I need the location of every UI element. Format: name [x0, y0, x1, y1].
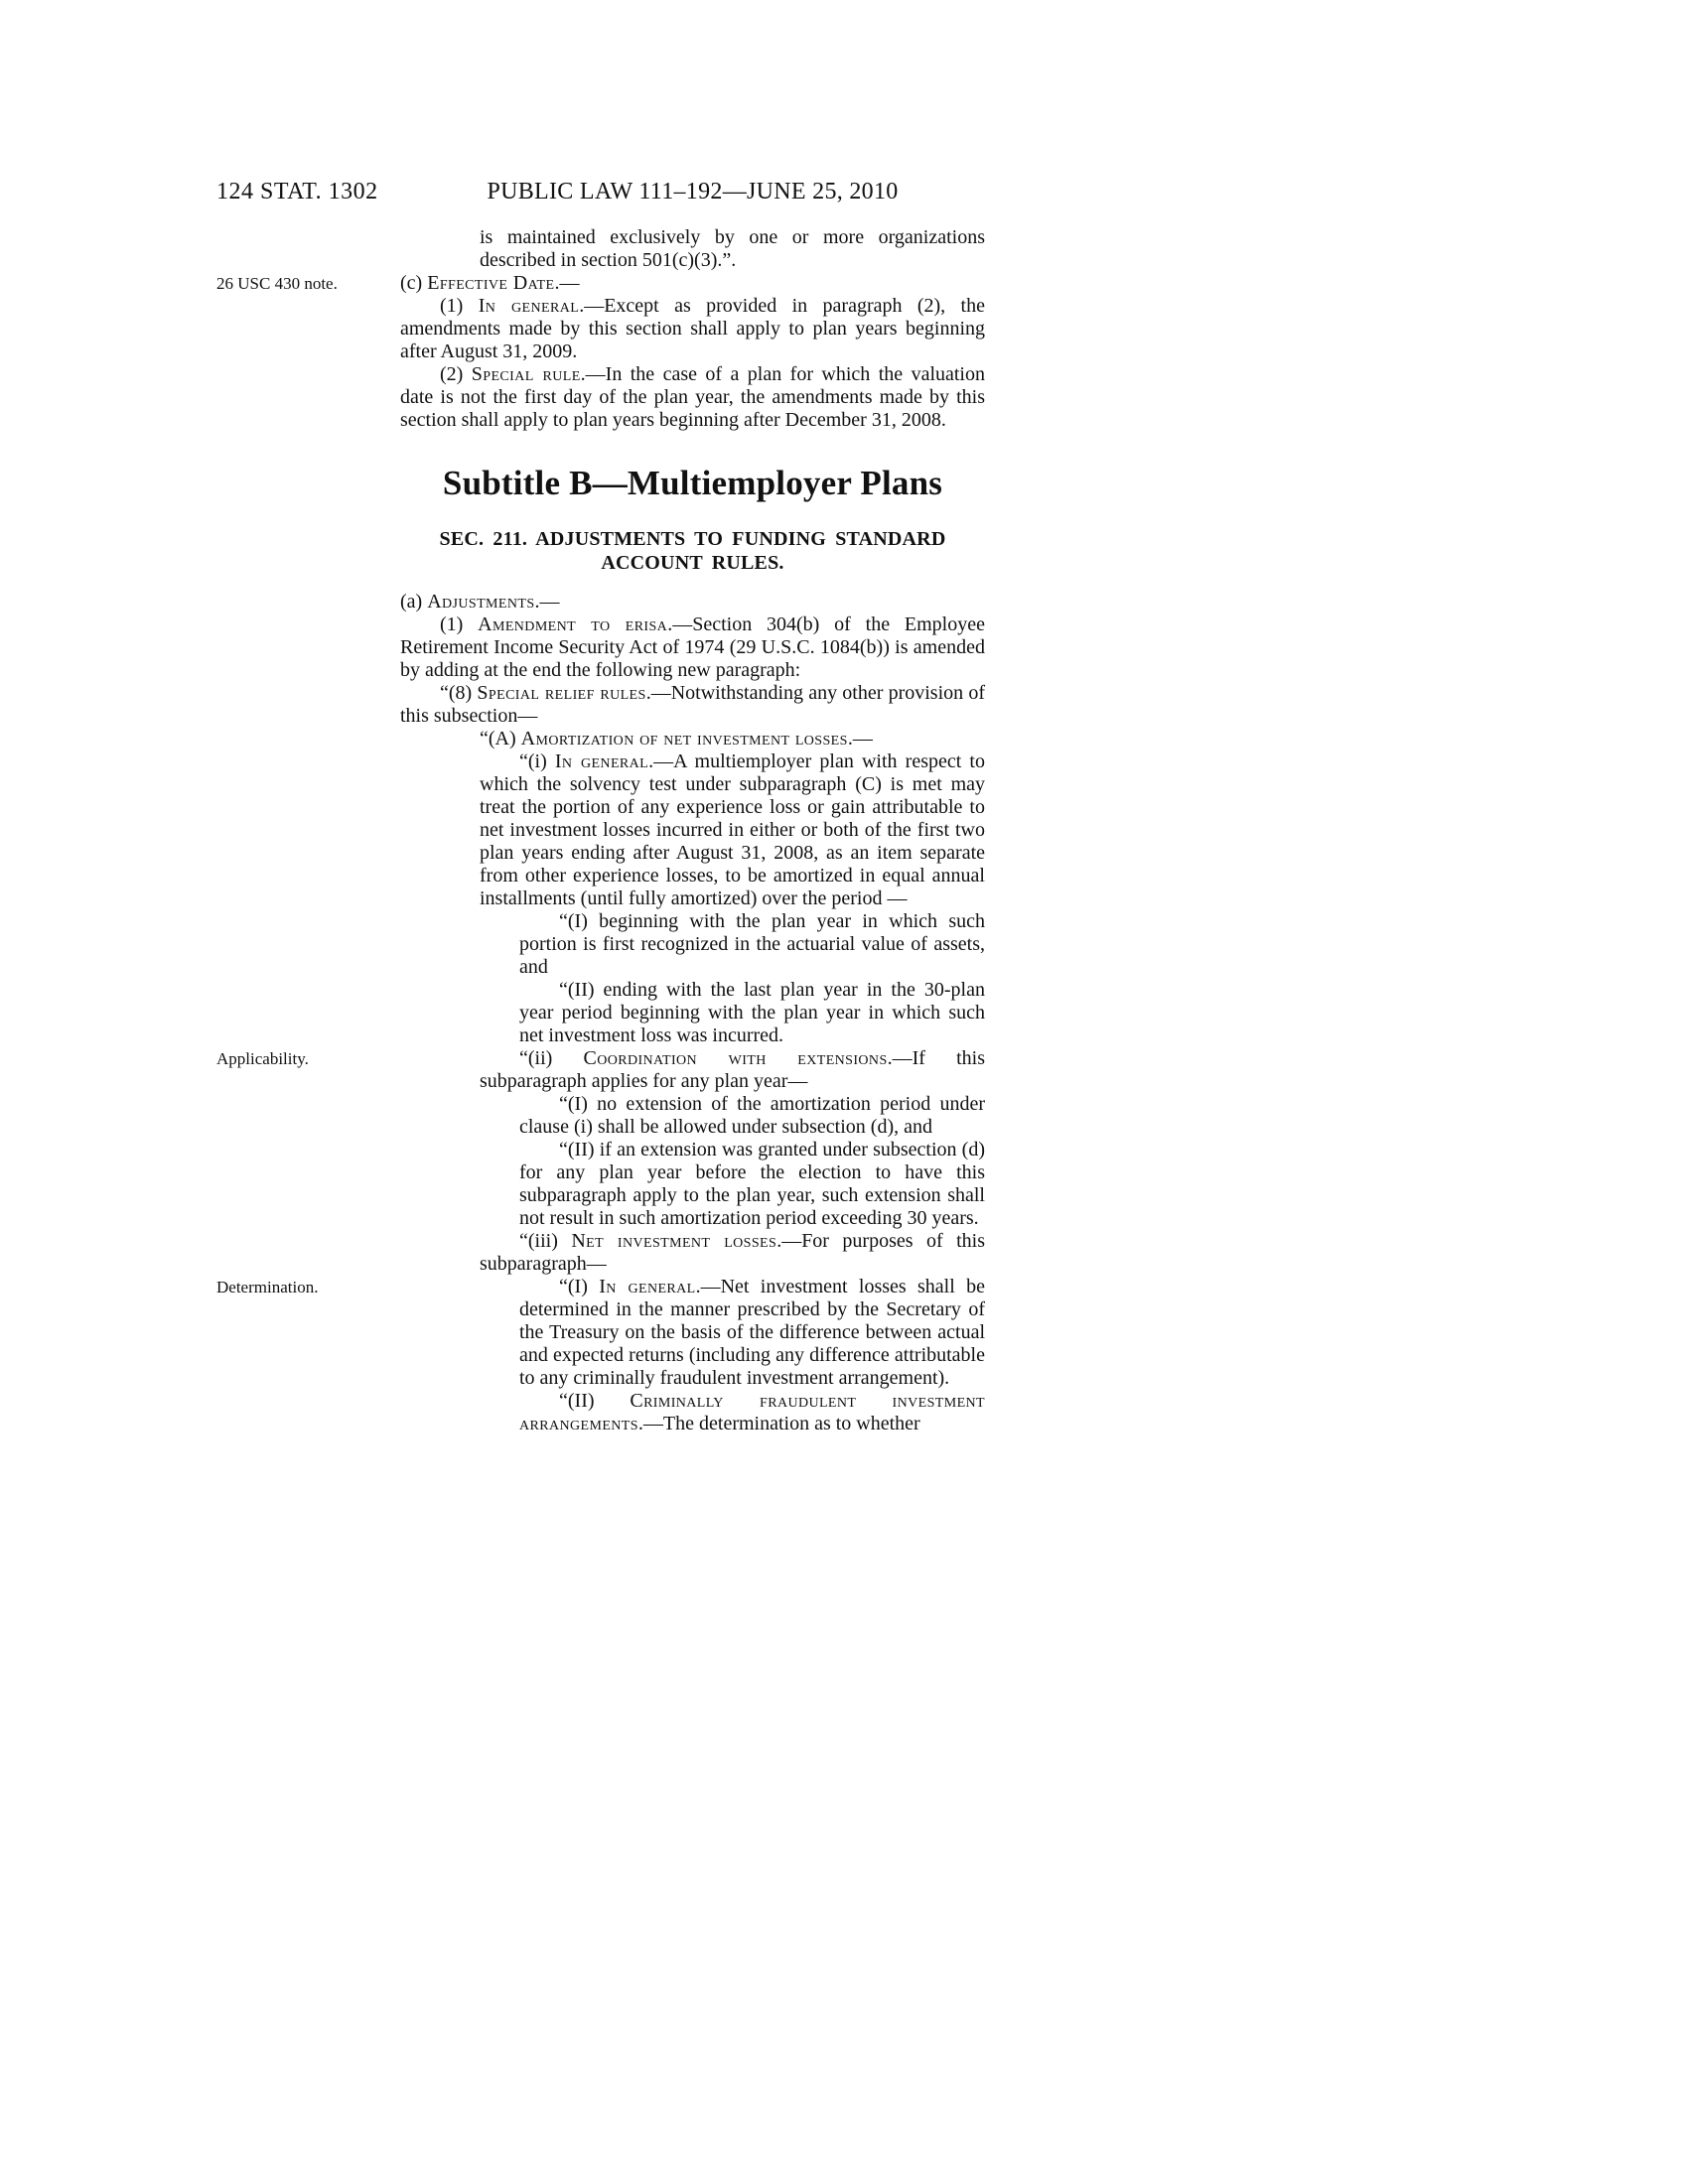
- small-caps-text: Coordination with extensions: [583, 1047, 888, 1069]
- body-text: .—Net investment losses shall be determined in the manner prescribed by the Secretary of the Treasury on the basis of the difference between actual and expected returns (including any difference attributable to any criminally fraudulent investment arrangement).: [519, 1276, 985, 1389]
- body-text: (2): [440, 363, 472, 385]
- body-text: “(i): [519, 751, 555, 772]
- body-text: .—Except as provided in paragraph (2), the amendments made by this section shall apply to plan years beginning after August 31, 2009.: [400, 295, 985, 362]
- statute-paragraph: [216, 1047, 985, 1093]
- small-caps-text: In general: [554, 751, 649, 772]
- small-caps-text: In general: [478, 295, 580, 317]
- small-caps-text: Adjustments: [427, 591, 535, 613]
- body-text: .—If this subparagraph applies for any plan year—: [480, 1047, 985, 1092]
- body-text: .—: [554, 272, 580, 294]
- margin-note: Determination.: [216, 1278, 319, 1297]
- small-caps-text: Amendment to erisa: [478, 614, 668, 635]
- statute-paragraph: [400, 1390, 985, 1435]
- statute-paragraph: [216, 1276, 985, 1390]
- body-text: “(8): [440, 682, 478, 704]
- small-caps-text: In general: [599, 1276, 696, 1297]
- statute-paragraph: [400, 591, 985, 614]
- body-text: (1): [440, 295, 479, 317]
- statute-paragraph: [400, 1093, 985, 1139]
- small-caps-text: Criminally fraudulent investment arrangements: [519, 1390, 985, 1434]
- statute-paragraph: [400, 226, 985, 272]
- page-header: [216, 179, 1472, 208]
- body-text: .—Section 304(b) of the Employee Retirement Income Security Act of 1974 (29 U.S.C. 1084(b)) is amended by adding at the end the following new paragraph:: [400, 614, 985, 681]
- body-text: .—In the case of a plan for which the valuation date is not the first day of the plan year, the amendments made by this section shall apply to plan years beginning after December 31, 2008.: [400, 363, 985, 431]
- body-text: .—A multiemployer plan with respect to which the solvency test under subparagraph (C) is met may treat the portion of any experience loss or gain attributable to net investment losses incurred in either or both of the first two plan years ending after August 31, 2008, as an item separate from other experience losses, to be amortized in equal annual installments (until fully amortized) over the period —: [480, 751, 985, 909]
- margin-note: Applicability.: [216, 1049, 309, 1068]
- body-text: “(iii): [519, 1230, 572, 1252]
- body-text: “(I) no extension of the amortization period under clause (i) shall be allowed under subsection (d), and: [519, 1093, 985, 1138]
- statute-paragraph: [400, 1139, 985, 1230]
- body-text: .—For purposes of this subparagraph—: [480, 1230, 985, 1275]
- statute-text-top: [216, 226, 985, 432]
- statute-paragraph: [400, 682, 985, 728]
- body-text: “(II): [559, 1390, 631, 1412]
- statute-paragraph: [400, 979, 985, 1047]
- body-text: .—The determination as to whether: [637, 1413, 920, 1434]
- small-caps-text: Amortization of net investment losses: [520, 728, 848, 750]
- subtitle-heading: Subtitle B—Multiemployer Plans: [442, 464, 943, 502]
- body-text: “(ii): [519, 1047, 584, 1069]
- statute-paragraph: [400, 910, 985, 979]
- statute-text-main: [216, 591, 985, 1435]
- body-text: .—: [534, 591, 560, 613]
- section-heading: SEC. 211. ADJUSTMENTS TO FUNDING STANDARD ACCOUNT RULES.: [439, 528, 946, 574]
- small-caps-text: Net investment losses: [571, 1230, 777, 1252]
- body-text: “(I) beginning with the plan year in which such portion is first recognized in the actuarial value of assets, and: [519, 910, 985, 978]
- law-title: PUBLIC LAW 111–192—JUNE 25, 2010: [487, 179, 899, 205]
- statute-paragraph: [400, 751, 985, 910]
- stat-page-number: 124 STAT. 1302: [216, 179, 378, 205]
- statute-body: [216, 226, 985, 1435]
- margin-note: 26 USC 430 note.: [216, 274, 338, 293]
- body-text: .—: [847, 728, 873, 750]
- small-caps-text: Special relief rules: [477, 682, 646, 704]
- body-text: .—Notwithstanding any other provision of this subsection—: [400, 682, 985, 727]
- body-text: (a): [400, 591, 428, 613]
- statute-paragraph: [400, 295, 985, 363]
- statute-paragraph: [400, 728, 985, 751]
- body-text: “(II) if an extension was granted under subsection (d) for any plan year before the election to have this subparagraph apply to the plan year, such extension shall not result in such amortization period exceeding 30 years.: [519, 1139, 985, 1229]
- body-text: “(II) ending with the last plan year in the 30-plan year period beginning with the plan year in which such net investment loss was incurred.: [519, 979, 985, 1046]
- statute-paragraph: [400, 1230, 985, 1276]
- body-text: (1): [440, 614, 479, 635]
- statute-paragraph: [400, 614, 985, 682]
- body-text: (c): [400, 272, 428, 294]
- statute-paragraph: [216, 272, 985, 295]
- body-text: “(I): [559, 1276, 600, 1297]
- body-text: “(A): [480, 728, 521, 750]
- small-caps-text: Special rule: [471, 363, 581, 385]
- body-text: is maintained exclusively by one or more organizations described in section 501(c)(3).”.: [480, 226, 985, 271]
- statute-paragraph: [400, 363, 985, 432]
- small-caps-text: Effective Date: [427, 272, 555, 294]
